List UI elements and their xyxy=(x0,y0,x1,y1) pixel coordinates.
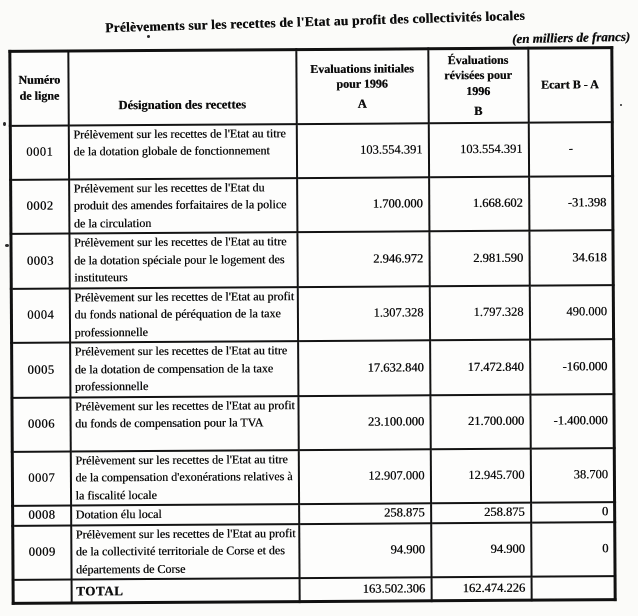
total-revised-cell: 162.474.226 xyxy=(431,577,531,601)
initial-value-cell: 17.632.840 xyxy=(298,340,430,395)
total-label-cell: TOTAL xyxy=(71,578,299,602)
scan-artifact-dot xyxy=(5,244,9,247)
line-number-cell: 0001 xyxy=(10,125,68,179)
initial-value-cell: 94.900 xyxy=(299,523,431,578)
initial-value-cell: 1.307.328 xyxy=(297,286,429,341)
table-row xyxy=(11,176,613,234)
ecart-value-cell: -160.000 xyxy=(530,339,614,394)
col-header-designation-label: Désignation des recettes xyxy=(118,97,246,113)
ecart-value-cell: -1.400.000 xyxy=(530,394,614,449)
col-header-designation xyxy=(68,50,296,125)
line-number-cell: 0008 xyxy=(13,505,71,525)
line-number-cell: 0005 xyxy=(12,342,70,397)
initial-value-cell: 103.554.391 xyxy=(296,123,428,178)
ecart-value-cell: 34.618 xyxy=(529,230,613,285)
col-header-revised xyxy=(428,48,528,123)
document-title: Prélèvements sur les recettes de l'Etat au profit des collectivités locales xyxy=(104,7,526,36)
ecart-value-cell: - xyxy=(528,122,612,177)
designation-cell: Prélèvement sur les recettes de l'Etat au titre de la dotation de compensation de la taxe professionnelle xyxy=(70,341,298,397)
initial-value-cell: 23.100.000 xyxy=(298,395,430,450)
line-number-cell: 0004 xyxy=(11,288,69,343)
table-row xyxy=(12,394,614,452)
revised-value-cell: 94.900 xyxy=(431,522,531,577)
line-number-cell: 0002 xyxy=(11,179,69,234)
scan-artifact-dot xyxy=(3,122,6,126)
header-row xyxy=(10,48,612,126)
revised-value-cell: 258.875 xyxy=(431,503,531,523)
line-number-cell: 0009 xyxy=(13,525,71,580)
ecart-value-cell: 0 xyxy=(531,502,615,522)
revised-value-cell: 1.797.328 xyxy=(429,285,529,340)
table-row xyxy=(12,448,614,506)
designation-cell: Prélèvement sur les recettes de l'Etat au titre de la dotation globale de fonctionnement xyxy=(68,124,296,179)
revenue-table xyxy=(8,46,616,604)
col-header-ecart xyxy=(528,48,612,123)
col-header-line-number xyxy=(10,51,68,125)
revised-value-cell: 12.945.700 xyxy=(430,448,530,503)
initial-value-cell: 2.946.972 xyxy=(297,231,429,286)
total-initial-cell: 163.502.306 xyxy=(299,577,431,601)
ecart-value-cell: -31.398 xyxy=(529,176,613,231)
ecart-value-cell: 0 xyxy=(531,522,615,577)
designation-cell: Dotation élu local xyxy=(71,504,299,525)
col-header-revised-letter: B xyxy=(473,103,483,118)
table-row xyxy=(13,522,615,580)
initial-value-cell: 12.907.000 xyxy=(298,449,430,504)
table-row xyxy=(11,230,613,288)
designation-cell: Prélèvement sur les recettes de l'Etat au profit du fonds national de péréquation de la taxe professionnelle xyxy=(69,287,297,343)
units-note: (en milliers de francs) xyxy=(511,28,631,47)
designation-cell: Prélèvement sur les recettes de l'Etat au profit de la collectivité territoriale de Corse et des départements de Corse xyxy=(71,524,299,580)
revised-value-cell: 103.554.391 xyxy=(428,122,528,177)
col-header-ecart-label: Ecart B - A xyxy=(540,77,599,92)
col-header-initial-letter: A xyxy=(357,96,367,111)
designation-cell: Prélèvement sur les recettes de l'Etat du produit des amendes forfaitaires de la police de la circulation xyxy=(69,178,297,234)
designation-cell: Prélèvement sur les recettes de l'Etat au profit du fonds de compensation pour la TVA xyxy=(70,396,298,451)
col-header-revised-label: Évaluations révisées pour 1996 xyxy=(444,52,512,98)
designation-cell: Prélèvement sur les recettes de l'Etat au titre de la dotation spéciale pour le logement des instituteurs xyxy=(69,232,297,288)
total-row xyxy=(13,576,615,603)
revised-value-cell: 1.668.602 xyxy=(429,176,529,231)
col-header-initial xyxy=(296,49,428,124)
initial-value-cell: 1.700.000 xyxy=(297,177,429,232)
ecart-value-cell: 490.000 xyxy=(529,285,613,340)
total-ecart-cell xyxy=(531,576,615,600)
table-row xyxy=(10,122,612,180)
line-number-cell: 0007 xyxy=(12,451,70,506)
col-header-line-number-label: Numéro de ligne xyxy=(18,72,61,103)
col-header-initial-label: Evaluations initiales pour 1996 xyxy=(310,60,414,91)
line-number-cell xyxy=(13,579,71,602)
scan-artifact-dot xyxy=(147,35,150,38)
designation-cell: Prélèvement sur les recettes de l'Etat au titre de la compensation d'exonérations relatives à la fiscalité locale xyxy=(70,450,298,506)
revised-value-cell: 21.700.000 xyxy=(430,394,530,449)
table-row xyxy=(12,339,614,397)
ecart-value-cell: 38.700 xyxy=(530,448,614,503)
line-number-cell: 0006 xyxy=(12,397,70,451)
revised-value-cell: 17.472.840 xyxy=(430,340,530,395)
line-number-cell: 0003 xyxy=(11,233,69,288)
table-row xyxy=(11,285,613,343)
scan-artifact-dot xyxy=(620,104,622,106)
initial-value-cell: 258.875 xyxy=(299,503,431,523)
revised-value-cell: 2.981.590 xyxy=(429,231,529,286)
